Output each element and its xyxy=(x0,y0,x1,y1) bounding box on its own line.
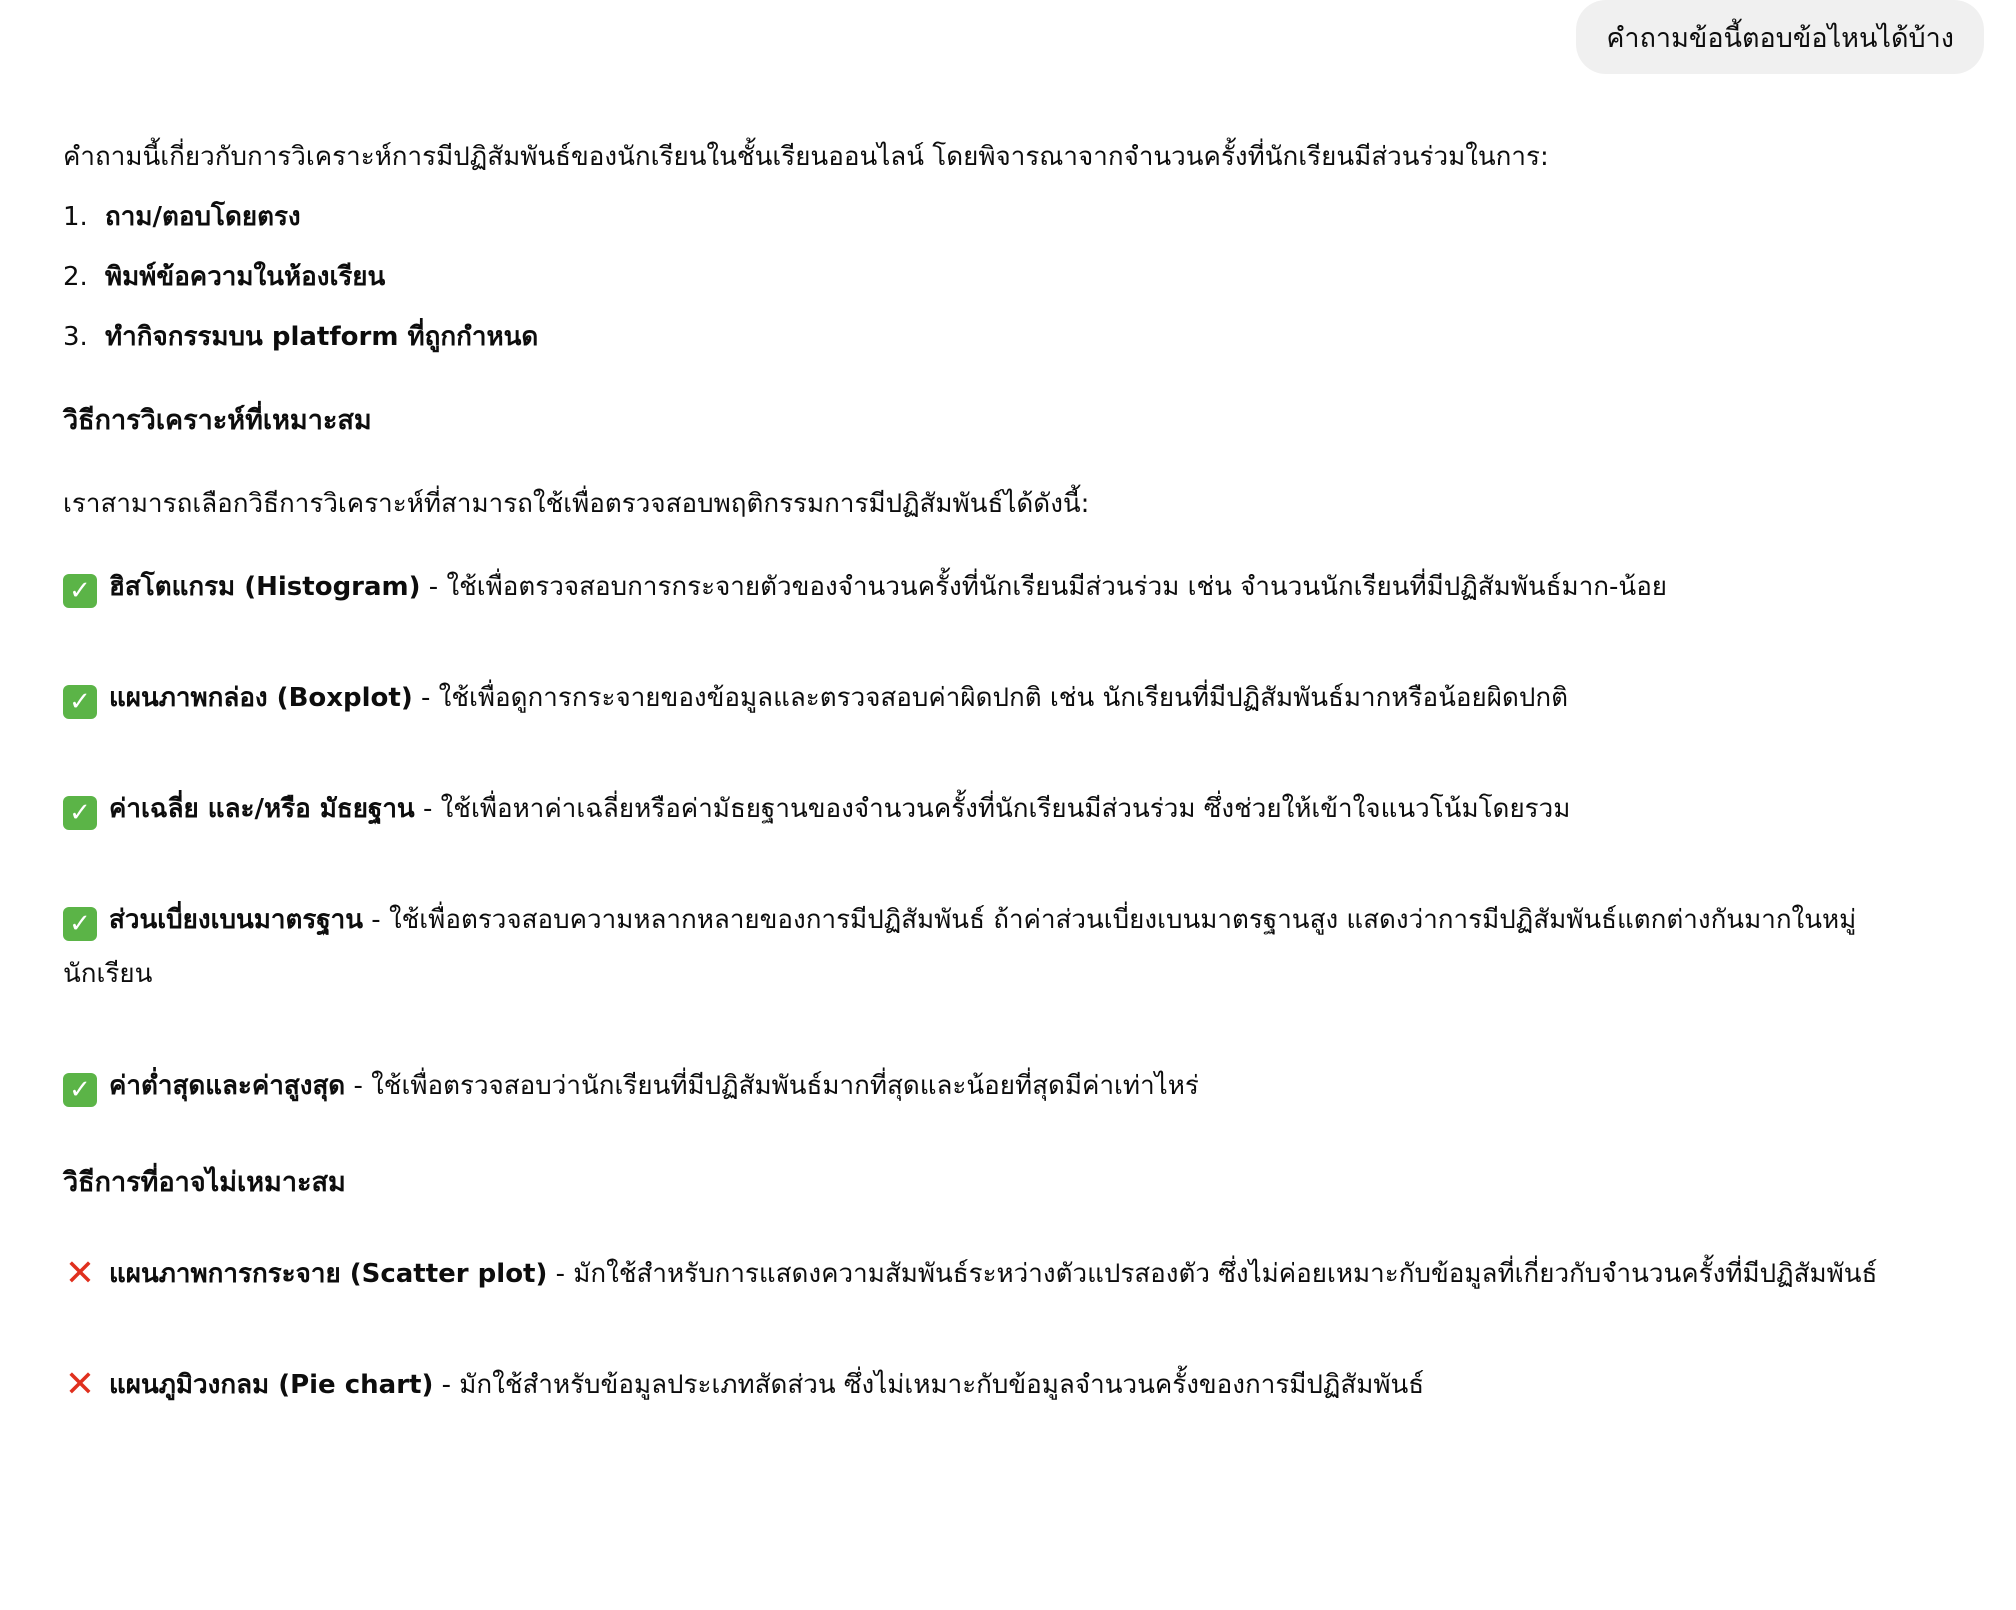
item-title: แผนภาพการกระจาย (Scatter plot) xyxy=(109,1259,548,1289)
item-title: แผนภูมิวงกลม (Pie chart) xyxy=(109,1370,434,1400)
numbered-item xyxy=(63,190,301,244)
suitable-item xyxy=(63,671,1568,725)
unsuitable-item xyxy=(63,1358,1424,1412)
suitable-heading: วิธีการวิเคราะห์ที่เหมาะสม xyxy=(63,405,372,436)
suitable-item xyxy=(63,1059,1199,1113)
list-item-text: ทำกิจกรรมบน platform ที่ถูกกำหนด xyxy=(105,322,539,352)
item-desc: - ใช้เพื่อตรวจสอบการกระจายตัวของจำนวนครั้งที่นักเรียนมีส่วนร่วม เช่น จำนวนนักเรียนที่มีปฏิสัมพันธ์มาก-น้อย xyxy=(420,572,1668,602)
list-number: 2. xyxy=(63,262,88,292)
numbered-item xyxy=(63,310,538,364)
cross-mark-icon: ✕ xyxy=(64,1253,96,1294)
unsuitable-item xyxy=(63,1247,1877,1301)
cross-mark-icon: ✕ xyxy=(64,1364,96,1405)
check-mark-icon: ✓ xyxy=(63,574,97,608)
item-title: ค่าเฉลี่ย และ/หรือ มัธยฐาน xyxy=(109,794,415,824)
suitable-item xyxy=(63,560,1667,614)
list-number: 3. xyxy=(63,322,88,352)
unsuitable-heading: วิธีการที่อาจไม่เหมาะสม xyxy=(63,1167,346,1198)
item-title: แผนภาพกล่อง (Boxplot) xyxy=(109,683,413,713)
item-desc: - มักใช้สำหรับการแสดงความสัมพันธ์ระหว่างตัวแปรสองตัว ซึ่งไม่ค่อยเหมาะกับข้อมูลที่เกี่ยวกับจำนวนครั้งที่มีปฏิสัมพันธ์ xyxy=(547,1259,1878,1289)
item-desc: - ใช้เพื่อหาค่าเฉลี่ยหรือค่ามัธยฐานของจำนวนครั้งที่นักเรียนมีส่วนร่วม ซึ่งช่วยให้เข้าใจแนวโน้มโดยรวม xyxy=(414,794,1571,824)
item-title: ค่าต่ำสุดและค่าสูงสุด xyxy=(109,1071,346,1101)
check-mark-icon: ✓ xyxy=(63,796,97,830)
list-item-text: ถาม/ตอบโดยตรง xyxy=(105,202,301,232)
item-title: ส่วนเบี่ยงเบนมาตรฐาน xyxy=(109,905,364,935)
suitable-item xyxy=(63,782,1570,836)
item-desc: - ใช้เพื่อตรวจสอบความหลากหลายของการมีปฏิสัมพันธ์ ถ้าค่าส่วนเบี่ยงเบนมาตรฐานสูง แสดงว่าการมีปฏิสัมพันธ์แตกต่างกันมากในหมู่นักเรียน xyxy=(63,905,1857,989)
user-message-bubble xyxy=(1576,0,1984,74)
item-desc: - ใช้เพื่อตรวจสอบว่านักเรียนที่มีปฏิสัมพันธ์มากที่สุดและน้อยที่สุดมีค่าเท่าไหร่ xyxy=(345,1071,1199,1101)
suitable-item xyxy=(63,893,1943,1001)
item-desc: - มักใช้สำหรับข้อมูลประเภทสัดส่วน ซึ่งไม่เหมาะกับข้อมูลจำนวนครั้งของการมีปฏิสัมพันธ์ xyxy=(433,1370,1425,1400)
list-number: 1. xyxy=(63,202,88,232)
suitable-intro: เราสามารถเลือกวิธีการวิเคราะห์ที่สามารถใช้เพื่อตรวจสอบพฤติกรรมการมีปฏิสัมพันธ์ได้ดังนี้: xyxy=(63,489,1090,519)
user-message-text: คำถามข้อนี้ตอบข้อไหนได้บ้าง xyxy=(1606,22,1954,54)
intro-text: คำถามนี้เกี่ยวกับการวิเคราะห์การมีปฏิสัมพันธ์ของนักเรียนในชั้นเรียนออนไลน์ โดยพิจารณาจากจำนวนครั้งที่นักเรียนมีส่วนร่วมในการ: xyxy=(63,142,1549,172)
item-desc: - ใช้เพื่อดูการกระจายของข้อมูลและตรวจสอบค่าผิดปกติ เช่น นักเรียนที่มีปฏิสัมพันธ์มากหรือน้อยผิดปกติ xyxy=(412,683,1568,713)
check-mark-icon: ✓ xyxy=(63,685,97,719)
numbered-item xyxy=(63,250,385,304)
list-item-text: พิมพ์ข้อความในห้องเรียน xyxy=(105,262,386,292)
check-mark-icon: ✓ xyxy=(63,907,97,941)
check-mark-icon: ✓ xyxy=(63,1073,97,1107)
item-title: ฮิสโตแกรม (Histogram) xyxy=(109,572,421,602)
